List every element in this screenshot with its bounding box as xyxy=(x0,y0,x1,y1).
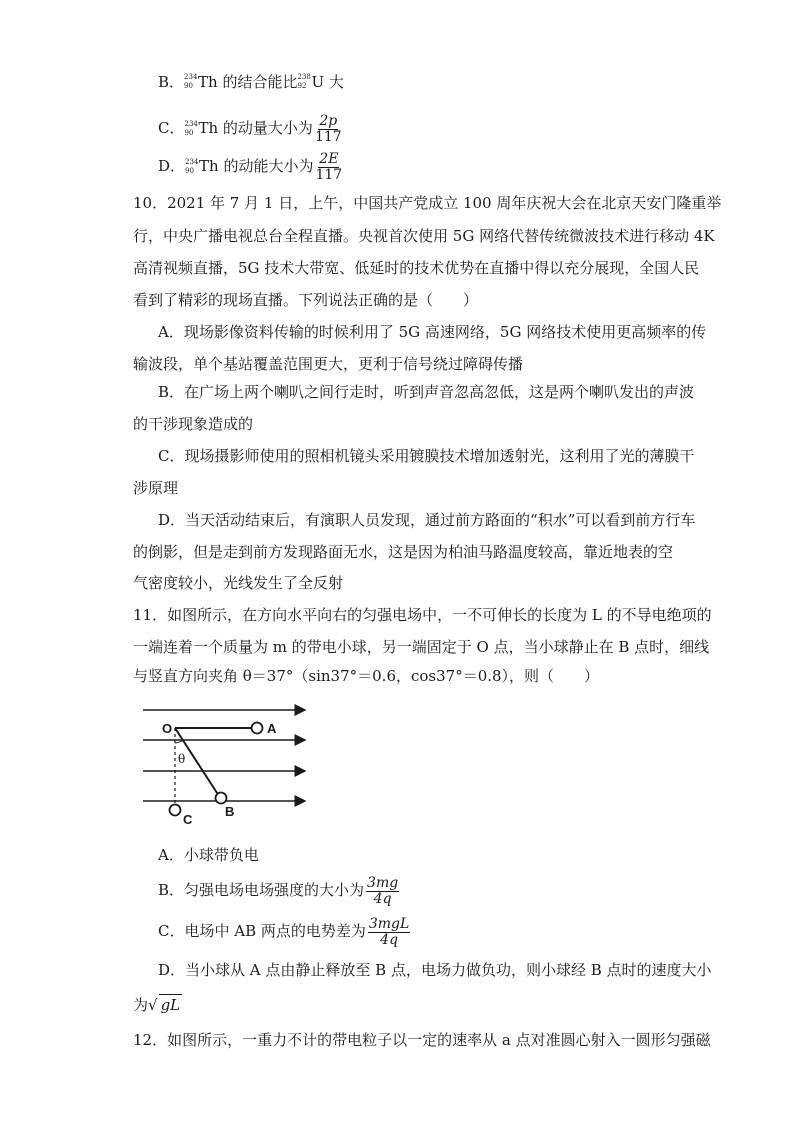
element-symbol: Th xyxy=(199,157,219,175)
label-b: B xyxy=(225,804,235,819)
q11-stem-line: 11．如图所示，在方向水平向右的匀强电场中，一不可伸长的长度为 L 的不导电绝项的 xyxy=(133,606,712,624)
fraction-denominator: 4q xyxy=(380,931,399,948)
atomic-number: 90 xyxy=(185,167,194,175)
option-text: 大 xyxy=(324,73,344,91)
ball-b xyxy=(216,793,227,804)
electric-field-figure xyxy=(133,700,313,825)
fraction xyxy=(366,876,399,907)
mass-number: 234 xyxy=(184,120,198,128)
q10-stem-line: 高清视频直播，5G 技术大带宽、低延时的技术优势在直播中得以充分展现，全国人民 xyxy=(133,259,700,277)
q10-stem-line: 行，中央广播电视总台全程直播。央视首次使用 5G 网络代替传统微波技术进行移动 4K xyxy=(133,227,715,245)
q10-option-c-cont: 涉原理 xyxy=(133,479,179,497)
option-text: 的动量大小为 xyxy=(218,119,313,137)
option-label: D． xyxy=(158,157,186,175)
isotope-notation xyxy=(297,72,311,92)
fraction xyxy=(315,114,342,145)
label-theta: θ xyxy=(178,752,186,766)
q11-option-a: A．小球带负电 xyxy=(158,846,259,864)
q9-option-c xyxy=(158,113,342,143)
q11-option-c xyxy=(158,913,410,949)
fraction-denominator: 117 xyxy=(315,166,343,183)
q11-stem-line: 一端连着一个质量为 m 的带电小球，另一端固定于 O 点，当小球静止在 B 点时，细线 xyxy=(133,638,710,656)
q9-option-b xyxy=(158,72,344,92)
label-c: C xyxy=(183,812,193,825)
mass-number: 238 xyxy=(297,73,311,81)
fraction-numerator: 3mg xyxy=(367,874,399,891)
label-o: O xyxy=(162,721,173,736)
q12-stem-line: 12．如图所示，一重力不计的带电粒子以一定的速率从 a 点对准圆心射入一圆形匀强磁 xyxy=(133,1031,711,1049)
q10-option-b-cont: 的干涉现象造成的 xyxy=(133,415,254,433)
q10-option-b: B．在广场上两个喇叭之间行走时，听到声音忽高忽低，这是两个喇叭发出的声波 xyxy=(158,383,695,401)
q11-option-b xyxy=(158,872,399,908)
q10-option-a-cont: 输波段，单个基站覆盖范围更大，更利于信号绕过障碍传播 xyxy=(133,355,524,373)
label-a: A xyxy=(267,721,277,736)
q10-stem-line: 10．2021 年 7 月 1 日，上午，中国共产党成立 100 周年庆祝大会在北京天安门隆重举 xyxy=(133,194,722,212)
q9-option-d xyxy=(158,151,342,181)
option-text: 为 xyxy=(133,996,149,1014)
element-symbol: U xyxy=(311,73,325,91)
q10-option-d: D．当天活动结束后，有演职人员发现，通过前方路面的“积水”可以看到前方行车 xyxy=(158,511,696,529)
option-text: 的结合能比 xyxy=(217,73,298,91)
atomic-number: 90 xyxy=(184,82,193,90)
mass-number: 234 xyxy=(185,158,199,166)
option-text: B．匀强电场电场强度的大小为 xyxy=(158,881,365,899)
q10-stem-line: 看到了精彩的现场直播。下列说法正确的是（ ） xyxy=(133,291,479,309)
option-text: 的动能大小为 xyxy=(218,157,314,175)
fraction-denominator: 4q xyxy=(373,890,392,907)
element-symbol: Th xyxy=(198,73,218,91)
atomic-number: 90 xyxy=(184,129,194,137)
option-label: C． xyxy=(158,119,185,137)
fraction xyxy=(315,152,342,183)
q11-option-d-cont xyxy=(133,994,182,1015)
option-label: B． xyxy=(158,73,185,91)
fraction-denominator: 117 xyxy=(314,128,342,145)
fraction-numerator: 2p xyxy=(319,112,338,129)
atomic-number: 92 xyxy=(297,82,307,90)
q11-option-d: D．当小球从 A 点由静止释放至 B 点，电场力做负功，则小球经 B 点时的速度大小 xyxy=(158,961,712,979)
option-text: C．电场中 AB 两点的电势差为 xyxy=(158,922,366,940)
isotope-notation xyxy=(184,119,198,139)
element-symbol: Th xyxy=(198,119,219,137)
q10-option-d-cont: 的倒影，但是走到前方发现路面无水，这是因为柏油马路温度较高，靠近地表的空 xyxy=(133,543,674,561)
q10-option-d-cont: 气密度较小，光线发生了全反射 xyxy=(133,574,344,592)
isotope-notation xyxy=(184,72,198,92)
q10-option-a: A．现场影像资料传输的时候利用了 5G 高速网络，5G 网络技术使用更高频率的传 xyxy=(158,323,707,341)
isotope-notation xyxy=(185,157,199,177)
ball-a xyxy=(252,723,263,734)
ball-c xyxy=(170,805,181,816)
sqrt-radicand: gL xyxy=(160,996,181,1014)
fraction xyxy=(368,917,410,948)
q10-option-c: C．现场摄影师使用的照相机镜头采用镀膜技术增加透射光，这利用了光的薄膜干 xyxy=(158,447,695,465)
sqrt-sign: √ xyxy=(148,996,158,1014)
mass-number: 234 xyxy=(184,73,198,81)
fraction-numerator: 2E xyxy=(319,150,339,167)
q11-stem-line: 与竖直方向夹角 θ＝37°（sin37°＝0.6，cos37°＝0.8），则（ ） xyxy=(133,667,600,685)
fraction-numerator: 3mgL xyxy=(368,915,410,932)
